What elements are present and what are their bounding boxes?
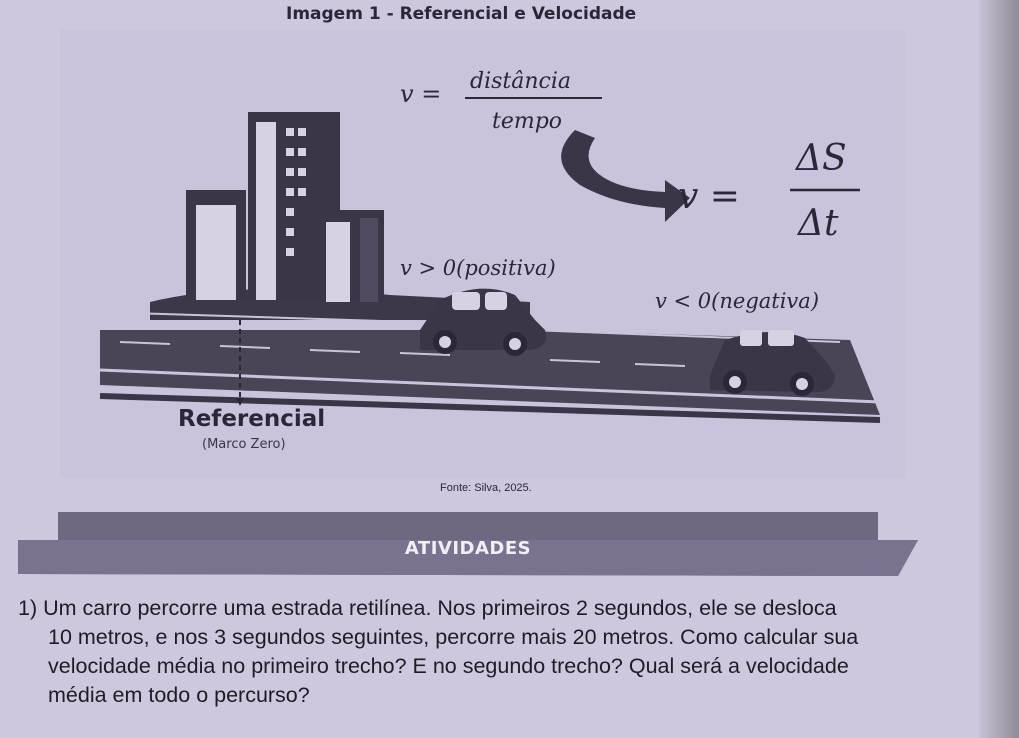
activities-banner [18,512,918,576]
delta-formula-denominator: Δt [798,203,839,244]
figure-source: Fonte: Silva, 2025. [440,482,532,494]
question-line: média em todo o percurso? [48,683,310,707]
positive-velocity-label: v > 0(positiva) [400,256,556,280]
question-line: 10 metros, e nos 3 segundos seguintes, percorre mais 20 metros. Como calcular sua [48,625,859,649]
question-line: 1) Um carro percorre uma estrada retilínea. Nos primeiros 2 segundos, ele se desloca [18,596,837,620]
speed-formula-denominator: tempo [492,109,563,134]
referencial-label: Referencial [178,406,326,432]
page-edge-shadow [979,0,1019,738]
delta-formula-numerator: ΔS [796,138,847,179]
reference-velocity-figure [60,30,905,478]
delta-formula-lhs: v = [678,176,740,217]
city-buildings [186,112,384,302]
curved-arrow-icon [561,130,690,222]
speed-formula-lhs: v = [400,80,442,108]
negative-velocity-label: v < 0(negativa) [655,289,820,313]
figure-illustration [60,30,905,478]
question-line: velocidade média no primeiro trecho? E no segundo trecho? Qual será a velocidade [48,654,849,678]
speed-formula-numerator: distância [470,69,572,94]
activities-heading: ATIVIDADES [404,538,532,559]
figure-title: Imagem 1 - Referencial e Velocidade [286,4,637,24]
question-1 [18,594,938,710]
marco-zero-label: (Marco Zero) [202,437,286,452]
